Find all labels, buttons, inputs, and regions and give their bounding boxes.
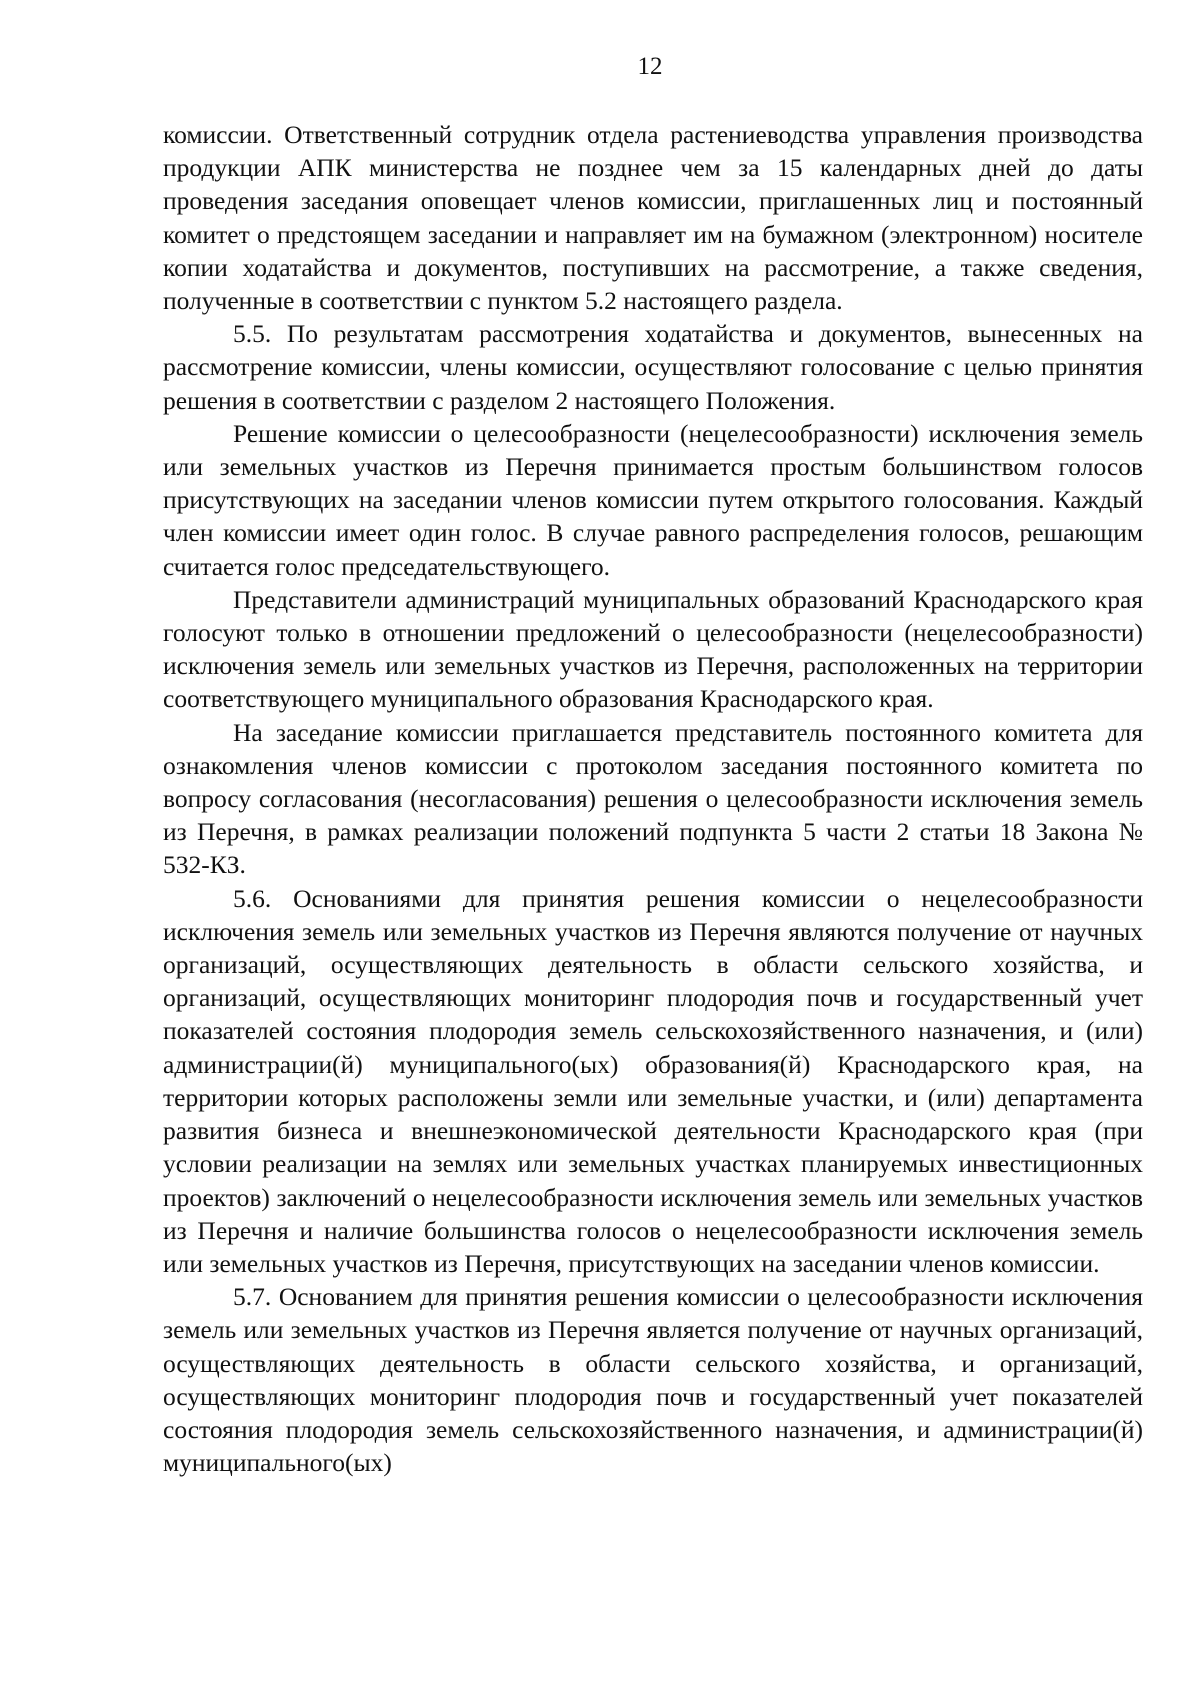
paragraph-5-6: 5.6. Основаниями для принятия решения комиссии о нецелесообразности исключения земель или земельных участков из Перечня являются получение от научных организаций, осуществляющих деятельность в области сельского хозяйства, и организаций, осуществляющих мониторинг плодородия почв и государственный учет показателей состояния плодородия земель сельскохозяйственного назначения, и (или) администрации(й) муниципального(ых) образования(й) Краснодарского края, на территории которых расположены земли или земельные участки, и (или) департамента развития бизнеса и внешнеэкономической деятельности Краснодарского края (при условии реализации на землях или земельных участках планируемых инвестиционных проектов) заключений о нецелесообразности исключения земель или земельных участков из Перечня и наличие большинства голосов о нецелесообразности исключения земель или земельных участков из Перечня, присутствующих на заседании членов комиссии. (163, 883, 1143, 1278)
paragraph-committee-representative: На заседание комиссии приглашается представитель постоянного комитета для ознакомления членов комиссии с протоколом заседания постоянного комитета по вопросу согласования (несогласования) решения о целесообразности исключения земель из Перечня, в рамках реализации положений подпункта 5 части 2 статьи 18 Закона № 532-КЗ. (163, 717, 1143, 880)
paragraph-continuation: комиссии. Ответственный сотрудник отдела растениеводства управления производства продукции АПК министерства не позднее чем за 15 календарных дней до даты проведения заседания оповещает членов комиссии, приглашенных лиц и постоянный комитет о предстоящем заседании и направляет им на бумажном (электронном) носителе копии ходатайства и документов, поступивших на рассмотрение, а также сведения, полученные в соответствии с пунктом 5.2 настоящего раздела. (163, 120, 1143, 316)
paragraph-5-5: 5.5. По результатам рассмотрения ходатайства и документов, вынесенных на рассмотрение комиссии, члены комиссии, осуществляют голосование с целью принятия решения в соответствии с разделом 2 настоящего Положения. (163, 319, 1143, 415)
paragraph-5-7: 5.7. Основанием для принятия решения комиссии о целесообразности исключения земель или земельных участков из Перечня является получение от научных организаций, осуществляющих деятельность в области сельского хозяйства, и организаций, осуществляющих мониторинг плодородия почв и государственный учет показателей состояния плодородия земель сельскохозяйственного назначения, и администрации(й) муниципального(ых) (163, 1282, 1143, 1478)
document-body (163, 118, 1143, 1479)
page-number: 12 (637, 53, 663, 80)
paragraph-decision-voting: Решение комиссии о целесообразности (нецелесообразности) исключения земель или земельных участков из Перечня принимается простым большинством голосов присутствующих на заседании членов комиссии путем открытого голосования. Каждый член комиссии имеет один голос. В случае равного распределения голосов, решающим считается голос председательствующего. (163, 418, 1143, 581)
paragraph-municipal-representatives: Представители администраций муниципальных образований Краснодарского края голосуют только в отношении предложений о целесообразности (нецелесообразности) исключения земель или земельных участков из Перечня, расположенных на территории соответствующего муниципального образования Краснодарского края. (163, 584, 1143, 714)
